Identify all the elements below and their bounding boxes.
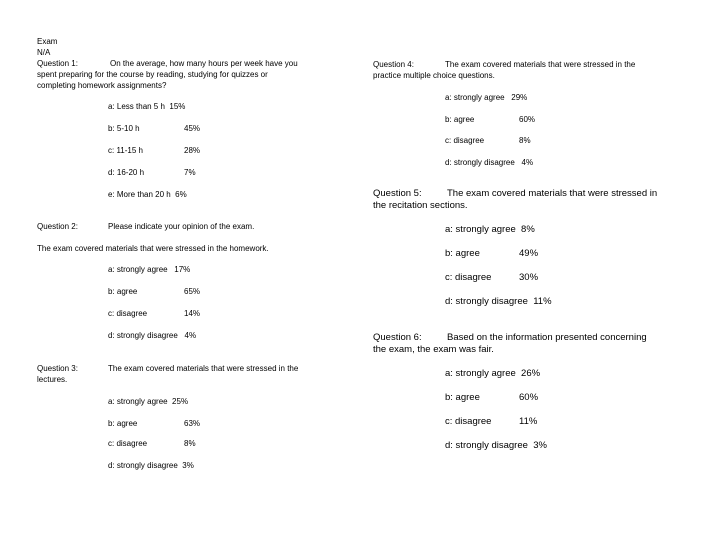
q1-label: Question 1: bbox=[37, 59, 78, 68]
q3-option-d bbox=[108, 460, 194, 471]
option-label: a: strongly agree bbox=[108, 265, 168, 274]
q3-text: The exam covered materials that were stressed in the bbox=[108, 364, 299, 373]
q4-option-d bbox=[445, 157, 533, 168]
q5-option-c-label: c: disagree bbox=[445, 272, 492, 283]
q4-label: Question 4: bbox=[373, 60, 414, 69]
option-label: d: strongly disagree bbox=[108, 461, 178, 470]
exam-title: Exam bbox=[37, 37, 58, 46]
q6-option-c-value: 11% bbox=[519, 416, 538, 427]
q3-label-line2: lectures. bbox=[37, 375, 68, 384]
q2-option-c-label: c: disagree bbox=[108, 309, 148, 318]
option-label: d: strongly disagree bbox=[108, 331, 178, 340]
q2-option-b-value: 65% bbox=[184, 287, 201, 296]
q1-option-c-value: 28% bbox=[184, 146, 201, 155]
q5-text-line1: The exam covered materials that were stressed in bbox=[447, 188, 658, 199]
q3-option-a bbox=[108, 396, 188, 407]
q6-option-c-label: c: disagree bbox=[445, 416, 492, 427]
q6-label: Question 6: bbox=[373, 332, 422, 343]
q1-option-a bbox=[108, 101, 185, 112]
option-label: a: strongly agree bbox=[108, 397, 168, 406]
option-value: 17% bbox=[174, 265, 191, 274]
q1-option-e bbox=[108, 189, 187, 200]
option-label: d: strongly disagree bbox=[445, 296, 528, 307]
q5-option-b-label: b: agree bbox=[445, 248, 480, 259]
option-label: e: More than 20 h bbox=[108, 190, 171, 199]
option-value: 15% bbox=[169, 102, 186, 111]
q4-text-line2: practice multiple choice questions. bbox=[373, 71, 495, 80]
q2-option-d bbox=[108, 330, 196, 341]
q4-option-b-value: 60% bbox=[519, 115, 536, 124]
option-label: d: strongly disagree bbox=[445, 440, 528, 451]
option-label: a: strongly agree bbox=[445, 93, 505, 102]
q2-option-b-label: b: agree bbox=[108, 287, 138, 296]
q3-option-b-label: b: agree bbox=[108, 419, 138, 428]
q2-option-c-value: 14% bbox=[184, 309, 201, 318]
q3-label-line1: Question 3: bbox=[37, 364, 78, 373]
option-label: a: strongly agree bbox=[445, 224, 516, 235]
q1-option-c-label: c: 11-15 h bbox=[108, 146, 143, 155]
q5-text-line2: the recitation sections. bbox=[373, 200, 468, 211]
q5-label: Question 5: bbox=[373, 188, 422, 199]
q4-option-b-label: b: agree bbox=[445, 115, 475, 124]
q2-option-a bbox=[108, 264, 190, 275]
exam-subtitle: N/A bbox=[37, 48, 51, 57]
q3-option-b-value: 63% bbox=[184, 419, 201, 428]
q6-option-a bbox=[445, 368, 540, 380]
option-value: 3% bbox=[182, 461, 194, 470]
q2-statement: The exam covered materials that were stressed in the homework. bbox=[37, 244, 269, 253]
option-value: 4% bbox=[521, 158, 534, 167]
q6-text-line1: Based on the information presented concerning bbox=[447, 332, 647, 343]
q5-option-b-value: 49% bbox=[519, 248, 539, 259]
q5-option-c-value: 30% bbox=[519, 272, 539, 283]
q4-option-c-label: c: disagree bbox=[445, 136, 485, 145]
option-value: 11% bbox=[533, 296, 552, 307]
q2-text: Please indicate your opinion of the exam. bbox=[108, 222, 255, 231]
q5-option-d bbox=[445, 296, 552, 308]
q1-option-d-label: d: 16-20 h bbox=[108, 168, 145, 177]
q3-option-c-value: 8% bbox=[184, 439, 196, 448]
q6-text-line2: the exam, the exam was fair. bbox=[373, 344, 494, 355]
q1-option-b-label: b: 5-10 h bbox=[108, 124, 140, 133]
q5-option-a bbox=[445, 224, 535, 236]
option-label: d: strongly disagree bbox=[445, 158, 515, 167]
q6-option-b-label: b: agree bbox=[445, 392, 480, 403]
option-label: a: strongly agree bbox=[445, 368, 516, 379]
q6-option-d bbox=[445, 440, 547, 452]
q1-text-line1: On the average, how many hours per week have you bbox=[110, 59, 298, 68]
q4-option-c-value: 8% bbox=[519, 136, 531, 145]
q2-label: Question 2: bbox=[37, 222, 78, 231]
option-value: 8% bbox=[521, 224, 535, 235]
q1-option-b-value: 45% bbox=[184, 124, 201, 133]
option-value: 4% bbox=[184, 331, 197, 340]
option-value: 26% bbox=[521, 368, 541, 379]
q1-option-d-value: 7% bbox=[184, 168, 196, 177]
q1-text-line2: spent preparing for the course by reading, studying for quizzes or bbox=[37, 70, 268, 79]
q6-option-b-value: 60% bbox=[519, 392, 539, 403]
option-value: 25% bbox=[172, 397, 189, 406]
option-label: a: Less than 5 h bbox=[108, 102, 165, 111]
option-value: 6% bbox=[175, 190, 187, 199]
option-value: 29% bbox=[511, 93, 528, 102]
q4-text-line1: The exam covered materials that were stressed in the bbox=[445, 60, 636, 69]
q4-option-a bbox=[445, 92, 527, 103]
option-value: 3% bbox=[533, 440, 547, 451]
q3-option-c-label: c: disagree bbox=[108, 439, 148, 448]
q1-text-line3: completing homework assignments? bbox=[37, 81, 167, 90]
